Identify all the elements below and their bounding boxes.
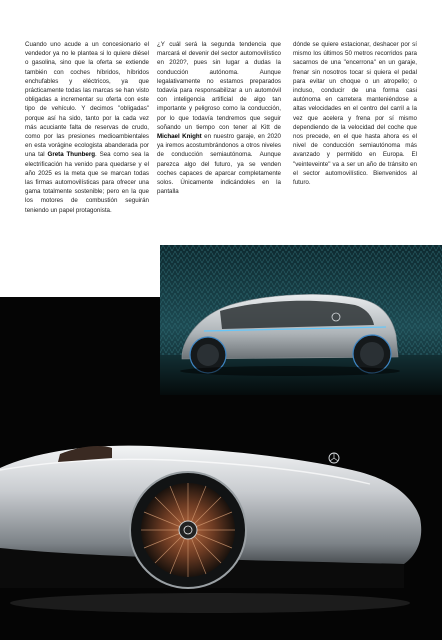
person-name-greta: Greta Thunberg xyxy=(47,151,96,159)
article-column-3 xyxy=(293,40,417,187)
column-1-part-2: . Sea como sea la electrificación ha venido para quedarse y el año 2025 es la meta que se marcan todas las firmas automovilísticas para ofrecer una gama totalmente sostenible; pero en la que los motores de combustión seguirán teniendo un papel protagonista. xyxy=(25,151,150,214)
column-2-part-1: ¿Y cuál será la segunda tendencia que marcará el devenir del sector automovilístico en 2020?, pues sin lugar a dudas la conducción autónoma. Aunque legalativamente no estamos preparados todavía para responsabilizar a un automóvil con inteligencia artificial de algo tan importante y peligroso como la conducción, por lo que todavía tendremos que seguir soñando un tiempo con tener al Kitt de xyxy=(157,41,281,131)
column-1-part-1: Cuando uno acude a un concesionario el vendedor ya no le plantea si lo quiere diésel o gasolina, sino que la oferta se extiende también con coches híbridos, híbridos enchufables y eléctricos, ya que prácticamente todas las marcas se han visto obligadas a incrementar su oferta con este tipo de vehículo. Y decimos "obligadas" porque así ha sido, tanto por la cada vez más acuciante falta de reservas de crudo, como por las presiones medioambientales en esta vorágine ecologista abanderada por una tal xyxy=(25,41,149,159)
person-name-michael-knight: Michael Knight xyxy=(157,133,202,141)
column-3-text: dónde se quiere estacionar, deshacer por sí mismo los últimos 50 metros recorridos para sacarnos de una "encerrona" en un garaje, frenar sin nosotros tocar si quiera el pedal para evitar un choque o un atropello; o incluso, conducir de una forma casi autónoma en carretera manteniéndose a altas velocidades en el centro del carril a la vez que acelera y frena por sí mismo dependiendo de la velocidad del coche que nos precede, en el que hasta ahora es el nivel de conducción semiautónoma más avanzado y permitido en Europa. El "veinteveinte" va a ser un año de tránsito en el sector automovilístico. Bienvenidos al futuro. xyxy=(293,41,417,187)
column-2-part-2: en nuestro garaje, en 2020 ya iremos acostumbrándonos a otros niveles de conducción semiautónoma. Aunque parezca algo del futuro, ya se venden coches capaces de aparcar completamente solos. Únicamente indicándoles en la pantalla xyxy=(157,133,281,196)
column-2-text xyxy=(157,40,281,196)
article-column-1 xyxy=(25,40,149,215)
article-column-2 xyxy=(157,40,281,196)
column-1-text xyxy=(25,40,149,215)
concept-car-studio-photo xyxy=(160,245,442,395)
silver-concept-car-photo xyxy=(0,398,442,640)
